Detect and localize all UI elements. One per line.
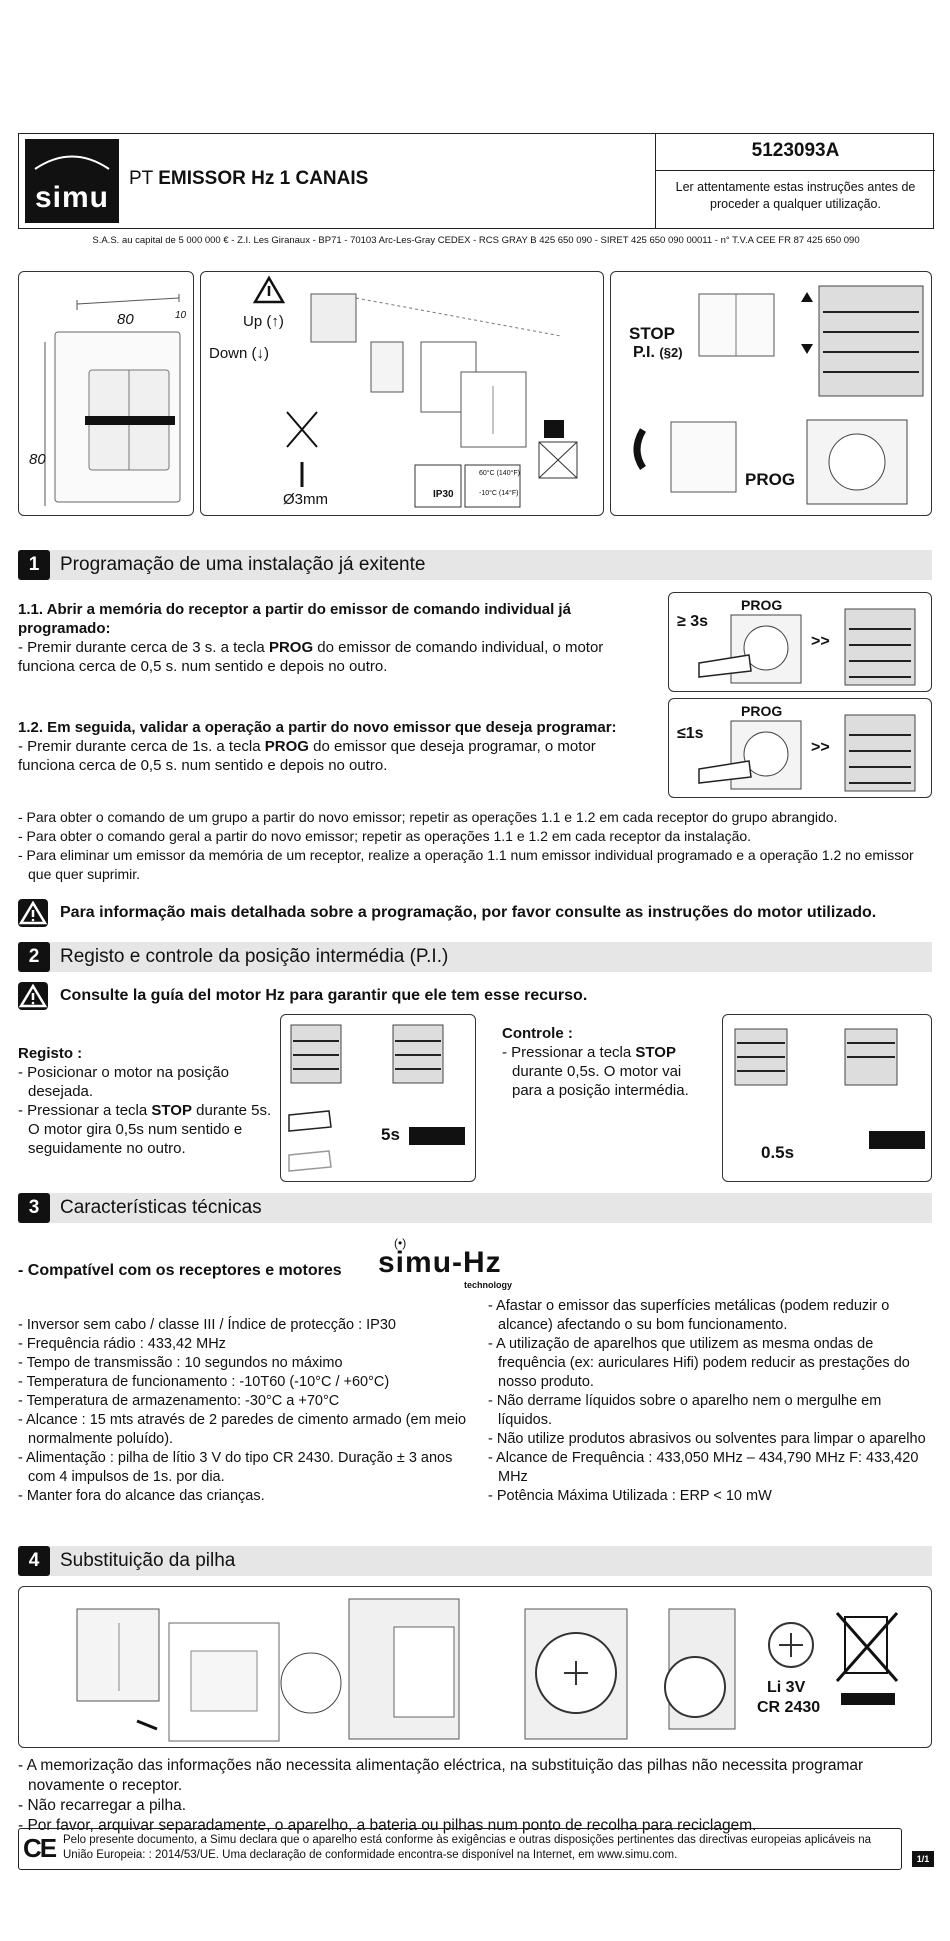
- controle-step: [502, 1043, 708, 1100]
- step2-text-c: do emissor que deseja programar, o motor funciona cerca de 0,5 s. num sentido e depois no outro.: [18, 738, 596, 774]
- step1-text-c: do emissor de comando individual, o motor funciona cerca de 0,5 s. num sentido e depois no outro.: [18, 639, 604, 675]
- step2-text-prog: PROG: [264, 738, 309, 755]
- logo-text: simu: [34, 181, 110, 214]
- fig1-time: ≥ 3s: [677, 613, 709, 630]
- temp-low: -10°C (14°F): [479, 490, 519, 497]
- spec-item: - Não utilize produtos abrasivos ou solventes para limpar o aparelho: [488, 1431, 926, 1447]
- controle-step-stop: STOP: [635, 1044, 676, 1061]
- note-item: - Para eliminar um emissor da memória de um receptor, realize a operação 1.1 num emissor individual programado e a operação 1.2 no emissor que quer suprimir.: [18, 847, 914, 882]
- figure-battery: [18, 1586, 932, 1748]
- figure-prog-1s: [668, 698, 932, 798]
- step1-text-a: - Premir durante cerca de 3 s. a tecla: [18, 639, 269, 656]
- step2-text-a: - Premir durante cerca de 1s. a tecla: [18, 738, 265, 755]
- figure-stop-prog: [610, 271, 932, 516]
- screw-label: Ø3mm: [283, 491, 328, 508]
- ce-mark: CE: [23, 1833, 56, 1863]
- fig1-prog: PROG: [741, 597, 783, 613]
- temp-high: 60°C (140°F): [479, 470, 521, 477]
- down-label: Down (↓): [209, 345, 270, 362]
- section4-header: [18, 1546, 932, 1576]
- warning-icon: [18, 899, 48, 927]
- prog-label: PROG: [745, 470, 796, 489]
- registo-step2: [18, 1101, 276, 1158]
- specs-left: [18, 1316, 474, 1506]
- section2-title: Registo e controle da posição intermédia (P.I.): [60, 946, 449, 967]
- spec-item: - Alcance de Frequência : 433,050 MHz – 434,790 MHz F: 433,420 MHz: [488, 1450, 919, 1485]
- fig2-prog: PROG: [741, 703, 783, 719]
- figure-prog-3s: [668, 592, 932, 692]
- registo-block: [18, 1044, 276, 1158]
- section1-header: [18, 550, 932, 580]
- registo-step1: - Posicionar o motor na posição desejada.: [18, 1064, 229, 1100]
- battery-model: CR 2430: [757, 1699, 821, 1716]
- section3-number: 3: [18, 1193, 50, 1223]
- note-item: - A memorização das informações não necessita alimentação eléctrica, na substituição das pilhas não necessita programar novamente o receptor.: [18, 1757, 864, 1794]
- section2-number: 2: [18, 942, 50, 972]
- step2-title: 1.2. Em seguida, validar a operação a partir do novo emissor que deseja programar:: [18, 719, 617, 736]
- spec-item: - Alcance : 15 mts através de 2 paredes de cimento armado (em meio normalmente poluído).: [18, 1412, 467, 1447]
- simu-logo: [25, 139, 119, 223]
- registo-step2-c: durante 5s. O motor gira 0,5s num sentido e seguidamente no outro.: [28, 1102, 272, 1157]
- ref-box: [655, 133, 935, 171]
- radio-waves-icon: (•): [394, 1236, 407, 1250]
- pi-ref: (§2): [659, 345, 683, 360]
- section1-step2: [18, 718, 654, 775]
- spec-item: - A utilização de aparelhos que utilizem as mesma ondas de frequência (ex: auriculares Hifi) podem reducir as prestações do nosso produto.: [488, 1336, 910, 1390]
- compat-text: - Compatível com os receptores e motores: [18, 1262, 342, 1279]
- pi-label: [633, 344, 683, 362]
- title-prefix: PT: [129, 168, 153, 189]
- footer-text: Pelo presente documento, a Simu declara que o aparelho está conforme às exigências e outras disposições pertinentes das directivas europeias aplicáveis na União Europeia: : 2014/53/UE. Uma declaração de conformidade encontra-se disponível na Internet, em www.simu.com.: [63, 1834, 872, 1861]
- warning-icon: [18, 982, 48, 1010]
- registo-title: Registo :: [18, 1045, 83, 1062]
- dim-width: 80: [117, 311, 134, 328]
- spec-item: - Manter fora do alcance das crianças.: [18, 1488, 265, 1504]
- section1-number: 1: [18, 550, 50, 580]
- spec-item: - Não derrame líquidos sobre o aparelho nem o mergulhe em líquidos.: [488, 1393, 882, 1428]
- section3-title: Características técnicas: [60, 1197, 262, 1218]
- note-item: - Para obter o comando de um grupo a partir do novo emissor; repetir as operações 1.1 e 1.2 em cada receptor do grupo abrangido.: [18, 809, 838, 825]
- spec-item: - Potência Máxima Utilizada : ERP < 10 mW: [488, 1488, 772, 1504]
- controle-step-a: - Pressionar a tecla: [502, 1044, 636, 1061]
- battery-type: Li 3V: [767, 1679, 806, 1696]
- brand-sub: technology: [463, 1280, 512, 1290]
- pi-text: P.I.: [633, 344, 655, 361]
- section2-warning: Consulte la guía del motor Hz para garantir que ele tem esse recurso.: [60, 987, 588, 1004]
- page-title: [129, 168, 368, 190]
- page-number: 1/1: [912, 1851, 934, 1867]
- section1-step1: [18, 600, 654, 676]
- note-item: - Para obter o comando geral a partir do novo emissor; repetir as operações 1.1 e 1.2 em cada receptor da instalação.: [18, 828, 752, 844]
- instructions-box: [655, 171, 935, 228]
- step1-title: 1.1. Abrir a memória do receptor a partir do emissor de comando individual já programado:: [18, 601, 571, 637]
- dim-depth: 10: [175, 310, 187, 321]
- spec-item: - Temperatura de armazenamento: -30°C a +70°C: [18, 1393, 340, 1409]
- step1-text: [18, 638, 654, 676]
- fig1-arrow: >>: [811, 633, 830, 650]
- instructions-text: Ler attentamente estas instruções antes de proceder a qualquer utilização.: [675, 180, 916, 211]
- note-item: - Não recarregar a pilha.: [18, 1797, 186, 1814]
- simu-hz-logo: [378, 1236, 518, 1294]
- ip-label: IP30: [433, 489, 454, 500]
- controle-step-c: durante 0,5s. O motor vai para a posição intermédia.: [512, 1063, 689, 1099]
- up-label: Up (↑): [243, 313, 284, 330]
- section2-header: [18, 942, 932, 972]
- spec-item: - Tempo de transmissão : 10 segundos no máximo: [18, 1355, 343, 1371]
- section1-title: Programação de uma instalação já exitente: [60, 554, 426, 575]
- section4-title: Substituição da pilha: [60, 1550, 236, 1571]
- header: [18, 133, 934, 229]
- spec-item: - Temperatura de funcionamento : -10T60 (-10°C / +60°C): [18, 1374, 390, 1390]
- spec-item: - Afastar o emissor das superfícies metálicas (podem reduzir o alcance) afectando o su bom funcionamento.: [488, 1298, 890, 1333]
- specs-right: [488, 1297, 934, 1506]
- section4-number: 4: [18, 1546, 50, 1576]
- spec-item: - Inversor sem cabo / classe III / Índice de protecção : IP30: [18, 1317, 396, 1333]
- ref-number: 5123093A: [751, 140, 840, 161]
- fig-5s-label: 5s: [381, 1125, 400, 1144]
- registo-step2-stop: STOP: [151, 1102, 192, 1119]
- brand-text: simu-Hz: [378, 1246, 502, 1279]
- footer-box: [18, 1828, 902, 1870]
- spec-item: - Alimentação : pilha de lítio 3 V do tipo CR 2430. Duração ± 3 anos com 4 impulsos de 1s. por dia.: [18, 1450, 453, 1485]
- section1-warning: Para informação mais detalhada sobre a programação, por favor consulte as instruções do motor utilizado.: [60, 904, 877, 921]
- section3-header: [18, 1193, 932, 1223]
- figure-registo: [280, 1014, 476, 1182]
- controle-block: [502, 1024, 708, 1100]
- controle-title: Controle :: [502, 1025, 573, 1042]
- figure-installation: [200, 271, 604, 516]
- spec-item: - Frequência rádio : 433,42 MHz: [18, 1336, 226, 1352]
- figure-dimensions: [18, 271, 194, 516]
- section1-notes: [18, 808, 934, 884]
- figure-controle: [722, 1014, 932, 1182]
- section4-notes: [18, 1756, 934, 1836]
- stop-label: STOP: [629, 324, 675, 343]
- company-info: S.A.S. au capital de 5 000 000 € - Z.I. Les Giranaux - BP71 - 70103 Arc-Les-Gray CEDEX - RCS GRAY B 425 650 090 - SIRET 425 650 090 00011 - n° T.V.A CEE FR 87 425 650 090: [92, 235, 860, 246]
- step1-text-prog: PROG: [268, 639, 314, 656]
- fig2-time: ≤1s: [677, 725, 704, 742]
- title-text: EMISSOR Hz 1 CANAIS: [158, 168, 369, 189]
- fig2-arrow: >>: [811, 739, 830, 756]
- registo-step2-a: - Pressionar a tecla: [18, 1102, 152, 1119]
- step2-text: [18, 737, 654, 775]
- note-item: - Por favor, arquivar separadamente, o aparelho, a bateria ou pilhas num ponto de recolha para reciclagem.: [18, 1817, 757, 1834]
- fig-05s-label: 0.5s: [761, 1143, 795, 1162]
- dim-height: 80: [29, 451, 46, 468]
